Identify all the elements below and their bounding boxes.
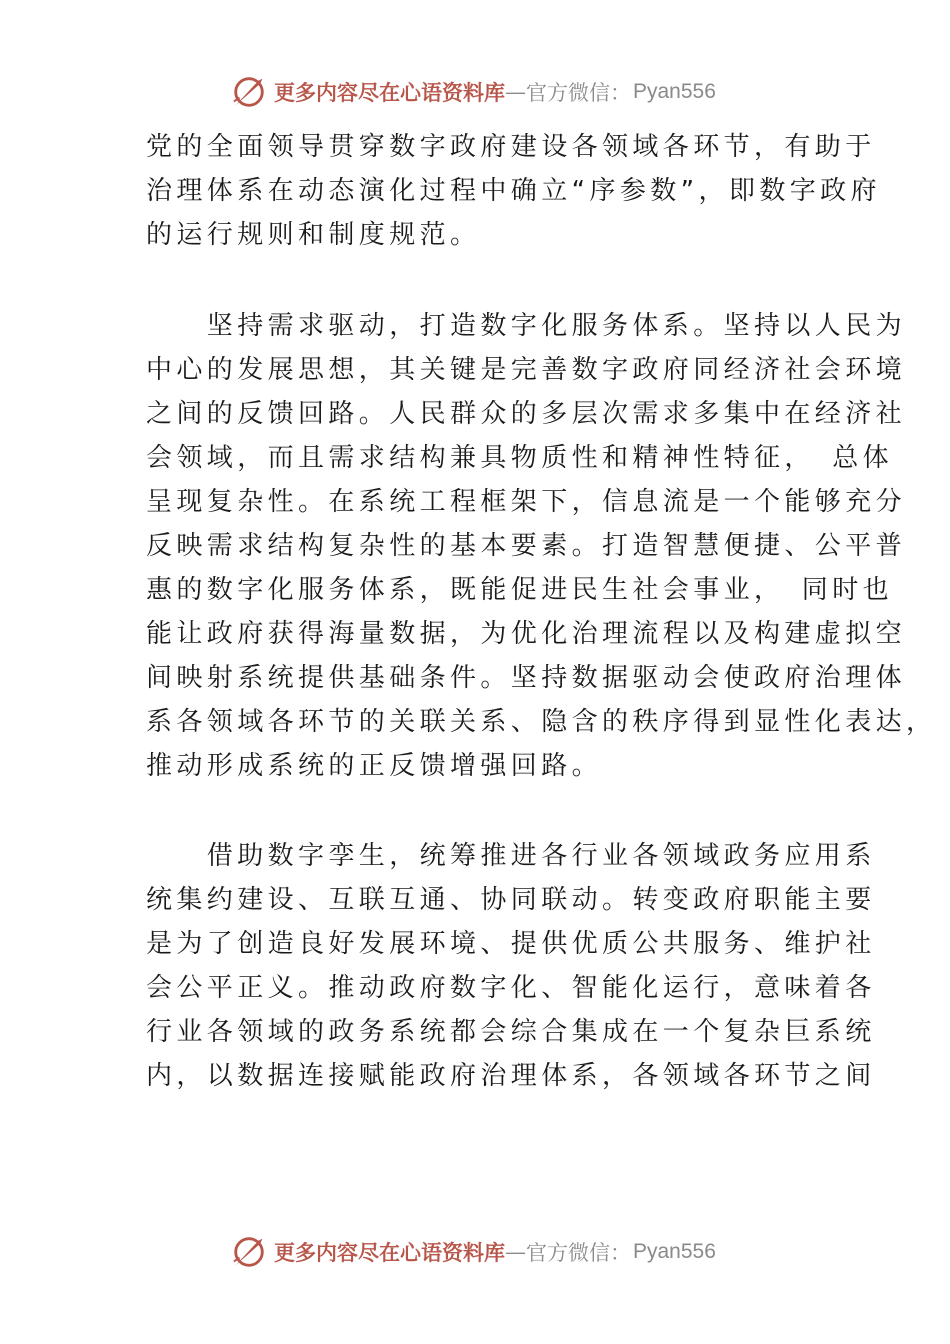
text-line: 行业各领域的政务系统都会综合集成在一个复杂巨系统 [146, 1017, 876, 1047]
text-line: 坚持需求驱动，打造数字化服务体系。坚持以人民为 [146, 311, 907, 341]
watermark-dash: — [505, 80, 526, 104]
text-line: 能让政府获得海量数据，为优化治理流程以及构建虚拟空 [146, 619, 907, 649]
quill-logo-icon [230, 1233, 268, 1271]
footer-watermark [230, 1232, 716, 1272]
watermark-wechat-id: Pyan556 [633, 80, 716, 103]
text-line: 的运行规则和制度规范。 [146, 220, 481, 250]
text-line: 中心的发展思想，其关键是完善数字政府同经济社会环境 [146, 355, 907, 385]
text-line: 反映需求结构复杂性的基本要素。打造智慧便捷、公平普 [146, 531, 907, 561]
watermark-brand: 更多内容尽在心语资料库 [274, 1240, 505, 1265]
text-line: 会公平正义。推动政府数字化、智能化运行，意味着各 [146, 973, 876, 1003]
quill-logo-icon [230, 73, 268, 111]
watermark-brand: 更多内容尽在心语资料库 [274, 80, 505, 105]
header-watermark [230, 72, 716, 112]
text-line: 呈现复杂性。在系统工程框架下，信息流是一个能够充分 [146, 487, 907, 517]
text-line: 借助数字孪生，统筹推进各行业各领域政务应用系 [146, 841, 876, 871]
text-line: 党的全面领导贯穿数字政府建设各领域各环节，有助于 [146, 132, 876, 162]
watermark-wechat-id: Pyan556 [633, 1240, 716, 1263]
text-line: 是为了创造良好发展环境、提供优质公共服务、维护社 [146, 929, 876, 959]
text-line: 治理体系在动态演化过程中确立“序参数”，即数字政府 [146, 176, 881, 206]
text-line: 会领域，而且需求结构兼具物质性和精神性特征， 总体 [146, 443, 894, 473]
text-line: 推动形成系统的正反馈增强回路。 [146, 751, 603, 781]
watermark-label: 官方微信： [526, 1241, 631, 1265]
text-line: 内，以数据连接赋能政府治理体系，各领域各环节之间 [146, 1061, 876, 1091]
text-line: 惠的数字化服务体系，既能促进民生社会事业， 同时也 [146, 575, 894, 605]
watermark-label: 官方微信： [526, 81, 631, 105]
watermark-dash: — [505, 1240, 526, 1264]
text-line: 统集约建设、互联互通、协同联动。转变政府职能主要 [146, 885, 876, 915]
text-line: 之间的反馈回路。人民群众的多层次需求多集中在经济社 [146, 399, 907, 429]
text-line: 系各领域各环节的关联关系、隐含的秩序得到显性化表达， [146, 707, 937, 737]
text-line: 间映射系统提供基础条件。坚持数据驱动会使政府治理体 [146, 663, 907, 693]
